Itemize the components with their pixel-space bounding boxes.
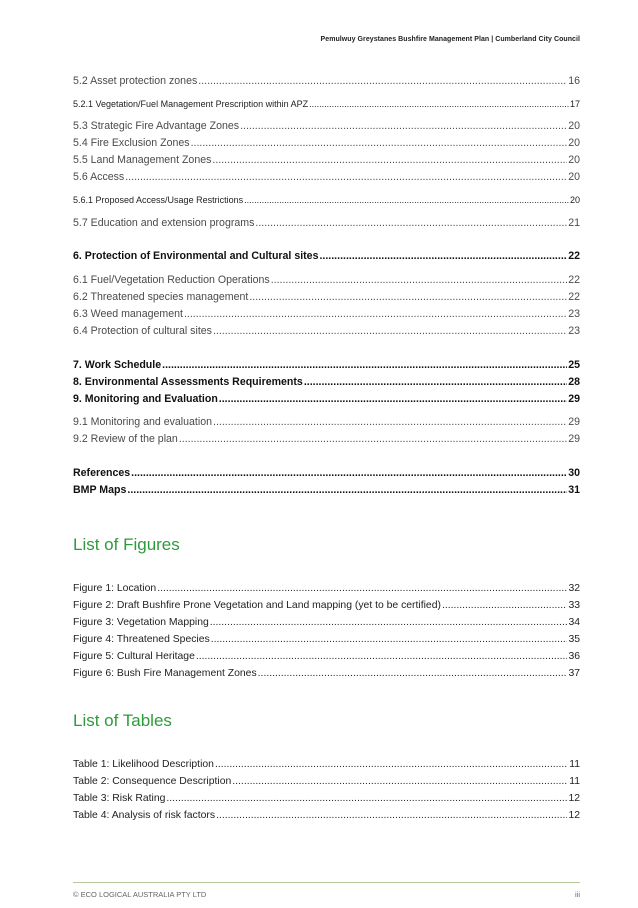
footer-divider — [73, 882, 580, 883]
toc-leader — [212, 154, 567, 167]
toc-leader — [258, 667, 568, 680]
toc-label: Table 4: Analysis of risk factors — [73, 810, 216, 821]
toc-leader — [184, 308, 567, 321]
page-header-title: Pemulwuy Greystanes Bushfire Management Plan | Cumberland City Council — [320, 36, 580, 43]
toc-leader — [196, 650, 568, 663]
toc-entry-5-2[interactable] — [73, 75, 580, 88]
toc-label: 5.7 Education and extension programs — [73, 217, 255, 229]
toc-entry-6-3[interactable] — [73, 308, 580, 321]
toc-label: 5.2 Asset protection zones — [73, 75, 198, 87]
toc-label: Figure 1: Location — [73, 583, 157, 594]
toc-label: Figure 2: Draft Bushfire Prone Vegetation and Land mapping (yet to be certified) — [73, 600, 441, 611]
toc-page: 28 — [568, 376, 580, 388]
toc-leader — [125, 171, 567, 184]
toc-leader — [215, 758, 568, 771]
toc-label: Table 3: Risk Rating — [73, 793, 166, 804]
toc-page: 17 — [569, 99, 580, 109]
toc-leader — [213, 325, 567, 338]
toc-label: 6.4 Protection of cultural sites — [73, 325, 212, 337]
toc-entry-5-2-1[interactable] — [73, 98, 580, 111]
toc-label: Table 2: Consequence Description — [73, 776, 232, 787]
toc-leader — [191, 137, 568, 150]
toc-page: 20 — [568, 137, 580, 149]
toc-leader — [162, 359, 567, 372]
figure-entry-3[interactable] — [73, 616, 580, 629]
toc-label: 5.6.1 Proposed Access/Usage Restrictions — [73, 195, 244, 205]
toc-page: 35 — [568, 634, 580, 645]
toc-page: 20 — [569, 195, 580, 205]
toc-leader — [240, 120, 567, 133]
toc-entry-6[interactable] — [73, 250, 580, 263]
toc-page: 34 — [568, 617, 580, 628]
figure-entry-2[interactable] — [73, 599, 580, 612]
toc-entry-9-1[interactable] — [73, 416, 580, 429]
toc-page: 12 — [568, 793, 580, 804]
toc-page: 30 — [568, 467, 580, 479]
toc-leader — [210, 616, 568, 629]
toc-label: 8. Environmental Assessments Requirements — [73, 376, 303, 388]
toc-label: 6.2 Threatened species management — [73, 291, 249, 303]
table-entry-2[interactable] — [73, 775, 580, 788]
toc-page: 23 — [568, 308, 580, 320]
toc-page: 12 — [568, 810, 580, 821]
toc-entry-6-4[interactable] — [73, 325, 580, 338]
toc-entry-5-5[interactable] — [73, 154, 580, 167]
toc-leader — [219, 393, 567, 406]
toc-entry-5-7[interactable] — [73, 217, 580, 230]
toc-label: 9.1 Monitoring and evaluation — [73, 416, 212, 428]
toc-label: 5.2.1 Vegetation/Fuel Management Prescription within APZ — [73, 99, 309, 109]
toc-leader — [309, 98, 569, 111]
toc-page: 31 — [568, 484, 580, 496]
toc-page: 37 — [568, 668, 580, 679]
toc-entry-7[interactable] — [73, 359, 580, 372]
toc-label: 5.5 Land Management Zones — [73, 154, 212, 166]
figure-entry-5[interactable] — [73, 650, 580, 663]
figure-entry-6[interactable] — [73, 667, 580, 680]
toc-entry-5-4[interactable] — [73, 137, 580, 150]
toc-page: 25 — [568, 359, 580, 371]
toc-leader — [271, 274, 568, 287]
toc-leader — [216, 809, 567, 822]
toc-leader — [442, 599, 568, 612]
toc-label: Figure 4: Threatened Species — [73, 634, 210, 645]
toc-leader — [304, 376, 567, 389]
toc-leader — [232, 775, 568, 788]
toc-leader — [213, 416, 567, 429]
toc-leader — [244, 194, 569, 207]
toc-entry-6-2[interactable] — [73, 291, 580, 304]
toc-entry-5-6-1[interactable] — [73, 194, 580, 207]
footer-copyright: © ECO LOGICAL AUSTRALIA PTY LTD — [73, 890, 207, 899]
toc-page: 29 — [568, 393, 580, 405]
toc-page: 11 — [569, 759, 580, 770]
toc-label: 6. Protection of Environmental and Cultural sites — [73, 250, 319, 262]
toc-label: Figure 6: Bush Fire Management Zones — [73, 668, 257, 679]
toc-page: 22 — [568, 250, 580, 262]
figure-entry-1[interactable] — [73, 582, 580, 595]
toc-leader — [255, 217, 567, 230]
footer-page-number: iii — [575, 890, 580, 899]
toc-entry-9-2[interactable] — [73, 433, 580, 446]
toc-label: 5.6 Access — [73, 171, 125, 183]
toc-page: 22 — [568, 274, 580, 286]
toc-leader — [157, 582, 567, 595]
toc-entry-5-3[interactable] — [73, 120, 580, 133]
toc-page: 22 — [568, 291, 580, 303]
toc-page: 20 — [568, 154, 580, 166]
toc-page: 21 — [568, 217, 580, 229]
table-entry-1[interactable] — [73, 758, 580, 771]
toc-leader — [131, 467, 567, 480]
toc-label: 9. Monitoring and Evaluation — [73, 393, 218, 405]
toc-label: BMP Maps — [73, 484, 127, 496]
toc-page: 20 — [568, 171, 580, 183]
toc-page: 33 — [568, 600, 580, 611]
toc-label: Figure 5: Cultural Heritage — [73, 651, 195, 662]
toc-entry-references[interactable] — [73, 467, 580, 480]
toc-label: 6.1 Fuel/Vegetation Reduction Operations — [73, 274, 270, 286]
toc-entry-6-1[interactable] — [73, 274, 580, 287]
toc-page: 32 — [568, 583, 580, 594]
toc-leader — [179, 433, 567, 446]
toc-label: 6.3 Weed management — [73, 308, 183, 320]
toc-label: Table 1: Likelihood Description — [73, 759, 214, 770]
toc-page: 23 — [568, 325, 580, 337]
table-entry-3[interactable] — [73, 792, 580, 805]
toc-page: 16 — [568, 75, 580, 87]
toc-label: 9.2 Review of the plan — [73, 433, 178, 445]
table-entry-4[interactable] — [73, 809, 580, 822]
toc-leader — [198, 75, 567, 88]
toc-page: 29 — [568, 416, 580, 428]
toc-leader — [319, 250, 567, 263]
figure-entry-4[interactable] — [73, 633, 580, 646]
toc-leader — [166, 792, 567, 805]
toc-entry-8[interactable] — [73, 376, 580, 389]
toc-label: 5.3 Strategic Fire Advantage Zones — [73, 120, 240, 132]
toc-label: References — [73, 467, 131, 479]
toc-leader — [127, 484, 567, 497]
toc-label: Figure 3: Vegetation Mapping — [73, 617, 209, 628]
toc-entry-9[interactable] — [73, 393, 580, 406]
list-of-figures-heading: List of Figures — [73, 535, 180, 554]
toc-page: 11 — [569, 776, 580, 787]
toc-page: 20 — [568, 120, 580, 132]
list-of-tables-heading: List of Tables — [73, 711, 172, 730]
toc-entry-5-6[interactable] — [73, 171, 580, 184]
toc-label: 5.4 Fire Exclusion Zones — [73, 137, 190, 149]
toc-page: 29 — [568, 433, 580, 445]
toc-page: 36 — [568, 651, 580, 662]
toc-leader — [211, 633, 568, 646]
toc-leader — [249, 291, 567, 304]
toc-entry-bmp-maps[interactable] — [73, 484, 580, 497]
toc-label: 7. Work Schedule — [73, 359, 162, 371]
